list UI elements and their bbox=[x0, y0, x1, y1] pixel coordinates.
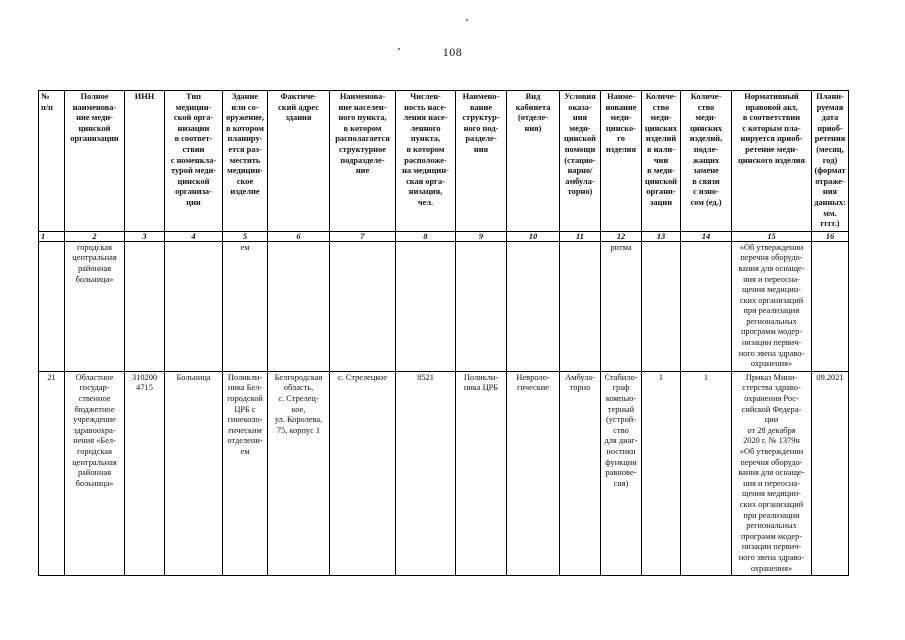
cell-address bbox=[268, 241, 330, 371]
cell-org-name: Областное государ- ственное бюджетное учреждение здравоохра- нения «Бел- городская центральная районная больница» bbox=[65, 371, 125, 575]
col-header: Вид кабинета (отделе- ния) bbox=[507, 91, 560, 232]
page-number: 108 bbox=[442, 45, 463, 59]
col-number: 16 bbox=[812, 231, 849, 241]
cell-building: ем bbox=[223, 241, 268, 371]
cell-date: 09.2021 bbox=[812, 371, 849, 575]
equipment-table bbox=[38, 90, 849, 576]
cell-conditions bbox=[560, 241, 601, 371]
col-header: Количе- ство меди- цинских изделий, подле- жащих замене в связи с изно- сом (ед.) bbox=[681, 91, 732, 232]
col-header: ИНН bbox=[125, 91, 165, 232]
cell-date bbox=[812, 241, 849, 371]
cell-population: 8521 bbox=[396, 371, 456, 575]
col-header: Наименова- ние населен- ного пункта, в котором располагается структурное подразделе- ние bbox=[330, 91, 396, 232]
col-header: № п/п bbox=[39, 91, 65, 232]
col-number: 5 bbox=[223, 231, 268, 241]
table-row bbox=[39, 371, 849, 575]
column-number-row bbox=[39, 231, 849, 241]
col-header: Плани- руемая дата приоб- ретения (месяц, год) (формат отраже- ния данных: мм. гггг.) bbox=[812, 91, 849, 232]
col-header: Фактиче- ский адрес здания bbox=[268, 91, 330, 232]
cell-inn bbox=[125, 241, 165, 371]
cell-subdivision: Поликли- ника ЦРБ bbox=[456, 371, 507, 575]
col-header: Полное наименова- ние меди- цинской организации bbox=[65, 91, 125, 232]
cell-settlement: с. Стрелецкое bbox=[330, 371, 396, 575]
col-number: 2 bbox=[65, 231, 125, 241]
col-number: 15 bbox=[732, 231, 812, 241]
col-header: Наимено- вание структур- ного под- разделе- ния bbox=[456, 91, 507, 232]
cell-device-name: Стабило- граф компью- терный (устрой- ство для диаг- ностики функции равнове- сия) bbox=[601, 371, 642, 575]
table-row bbox=[39, 241, 849, 371]
cell-org-name: городская центральная районная больница» bbox=[65, 241, 125, 371]
col-header: Нормативный правовой акт, в соответствии с которым пла- нируется приоб- ретение меди- цинского изделия bbox=[732, 91, 812, 232]
cell-cabinet-type: Невроло- гические bbox=[507, 371, 560, 575]
cell-cabinet-type bbox=[507, 241, 560, 371]
cell-conditions: Амбула- торно bbox=[560, 371, 601, 575]
col-header: Числен- ность насе- ления насе- ленного пункта, в котором расположе- на медицин- ская орга- низация, чел. bbox=[396, 91, 456, 232]
cell-legal-act: «Об утверждении перечня оборудо- вания для оснаще- ния и переосна- щения медицин- ских организаций при реализации региональных программ модер- низации первич- ного звена здраво- охранения» bbox=[732, 241, 812, 371]
cell-qty-replace bbox=[681, 241, 732, 371]
col-header: Условия оказа- ния меди- цинской помощи (стацио- нарно/ амбула- торно) bbox=[560, 91, 601, 232]
cell-legal-act: Приказ Мини- стерства здраво- охранения Рос- сийской Федера- ции от 28 декабря 2020 г. № 1379н «Об утверждении перечня оборудо- вания для оснаще- ния и переосна- щения медицин- ских организаций при реализации региональных программ модер- низации первич- ного звена здраво- охранения» bbox=[732, 371, 812, 575]
cell-org-type bbox=[165, 241, 223, 371]
col-number: 8 bbox=[396, 231, 456, 241]
col-number: 6 bbox=[268, 231, 330, 241]
col-number: 7 bbox=[330, 231, 396, 241]
cell-settlement bbox=[330, 241, 396, 371]
col-number: 13 bbox=[642, 231, 681, 241]
scan-speck bbox=[398, 48, 400, 50]
cell-qty-available bbox=[642, 241, 681, 371]
col-header: Количе- ство меди- цинских изделий в нали- чии в меди- цинской органи- зации bbox=[642, 91, 681, 232]
col-number: 3 bbox=[125, 231, 165, 241]
col-number: 10 bbox=[507, 231, 560, 241]
cell-qty-available: 1 bbox=[642, 371, 681, 575]
cell-qty-replace: 1 bbox=[681, 371, 732, 575]
cell-population bbox=[396, 241, 456, 371]
scan-speck bbox=[466, 19, 468, 21]
cell-number: 21 bbox=[39, 371, 65, 575]
col-header: Здание или со- оружение, в котором планиру- ется раз- местить медицин- ское изделие bbox=[223, 91, 268, 232]
col-number: 9 bbox=[456, 231, 507, 241]
col-header: Наиме- нование меди- цинско- го изделия bbox=[601, 91, 642, 232]
cell-number bbox=[39, 241, 65, 371]
col-number: 11 bbox=[560, 231, 601, 241]
col-number: 1 bbox=[39, 231, 65, 241]
cell-device-name: ритма bbox=[601, 241, 642, 371]
table-header-row bbox=[39, 91, 849, 232]
cell-inn: 310200 4715 bbox=[125, 371, 165, 575]
cell-org-type: Больница bbox=[165, 371, 223, 575]
cell-subdivision bbox=[456, 241, 507, 371]
col-number: 12 bbox=[601, 231, 642, 241]
col-number: 14 bbox=[681, 231, 732, 241]
cell-building: Поликли- ника Бел- городской ЦРБ с гинеколо- гическим отделени- ем bbox=[223, 371, 268, 575]
col-number: 4 bbox=[165, 231, 223, 241]
col-header: Тип медицин- ской орга- низации в соответ- ствии с номенкла- турой меди- цинской организа- ции bbox=[165, 91, 223, 232]
cell-address: Белгородская область, с. Стрелец- кое, ул. Королева, 75, корпус 1 bbox=[268, 371, 330, 575]
